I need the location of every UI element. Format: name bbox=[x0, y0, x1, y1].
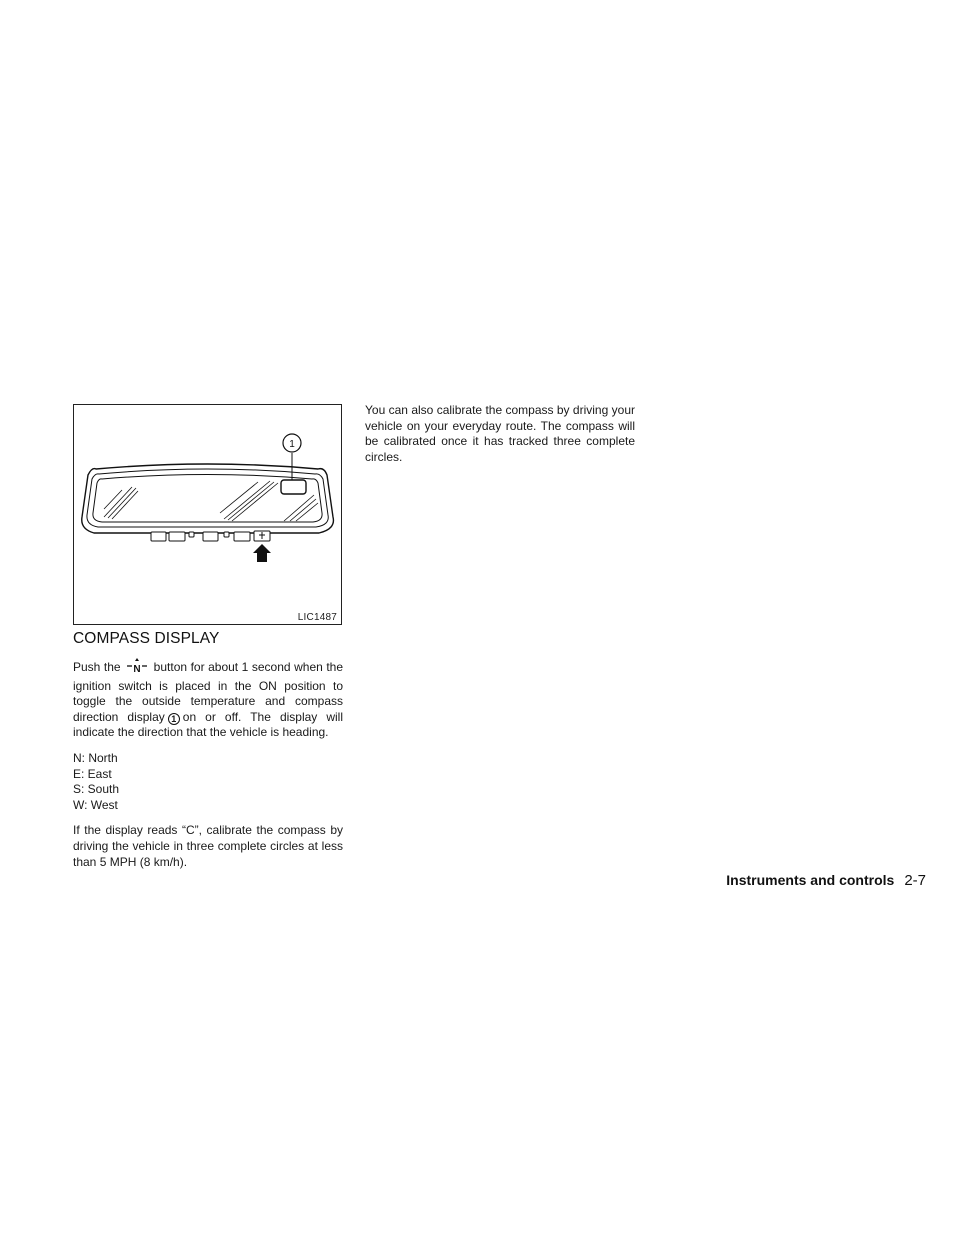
para1-middle: button for about 1 second when the ignition switch is placed in the ON position to toggle the outside temperature and compass direction display bbox=[73, 660, 344, 724]
para1-end: on or off. The display will indicate the direction that the vehicle is heading. bbox=[73, 709, 344, 740]
mirror-led-1 bbox=[189, 532, 194, 537]
para1-start: Push the bbox=[73, 660, 121, 674]
direction-item: N: North bbox=[73, 750, 118, 765]
right-column bbox=[365, 403, 635, 475]
mirror-button-1 bbox=[151, 532, 166, 541]
direction-list bbox=[73, 751, 343, 813]
arrow-up-icon bbox=[253, 544, 271, 562]
callout-1-label: 1 bbox=[289, 439, 295, 450]
left-column bbox=[73, 630, 343, 880]
direction-item: E: East bbox=[73, 766, 112, 781]
direction-item: S: South bbox=[73, 782, 120, 797]
callout-1-inline-icon: 1 bbox=[168, 713, 180, 725]
page-footer bbox=[726, 872, 926, 889]
mirror-button-3 bbox=[203, 532, 218, 541]
mirror-illustration bbox=[73, 404, 342, 625]
mirror-drawing bbox=[74, 405, 343, 626]
mirror-led-2 bbox=[224, 532, 229, 537]
section-heading: COMPASS DISPLAY bbox=[73, 630, 220, 647]
paragraph-calibrate-route: You can also calibrate the compass by driving your vehicle on your everyday route. The compass will be calibrated once it has tracked three complete circles. bbox=[365, 403, 635, 464]
compass-n-icon bbox=[126, 658, 148, 679]
compass-display-window bbox=[281, 480, 306, 494]
figure-code: LIC1487 bbox=[297, 612, 337, 623]
mirror-button-4 bbox=[234, 532, 250, 541]
paragraph-calibrate: If the display reads “C”, calibrate the compass by driving the vehicle in three complete circles at less than 5 MPH (8 km/h). bbox=[73, 823, 343, 869]
svg-text:N: N bbox=[133, 664, 141, 674]
mirror-button-2 bbox=[169, 532, 185, 541]
page-number: 2-7 bbox=[904, 872, 926, 889]
paragraph-compass-button bbox=[73, 658, 343, 741]
direction-item: W: West bbox=[73, 797, 118, 812]
footer-section-title: Instruments and controls bbox=[726, 872, 895, 888]
